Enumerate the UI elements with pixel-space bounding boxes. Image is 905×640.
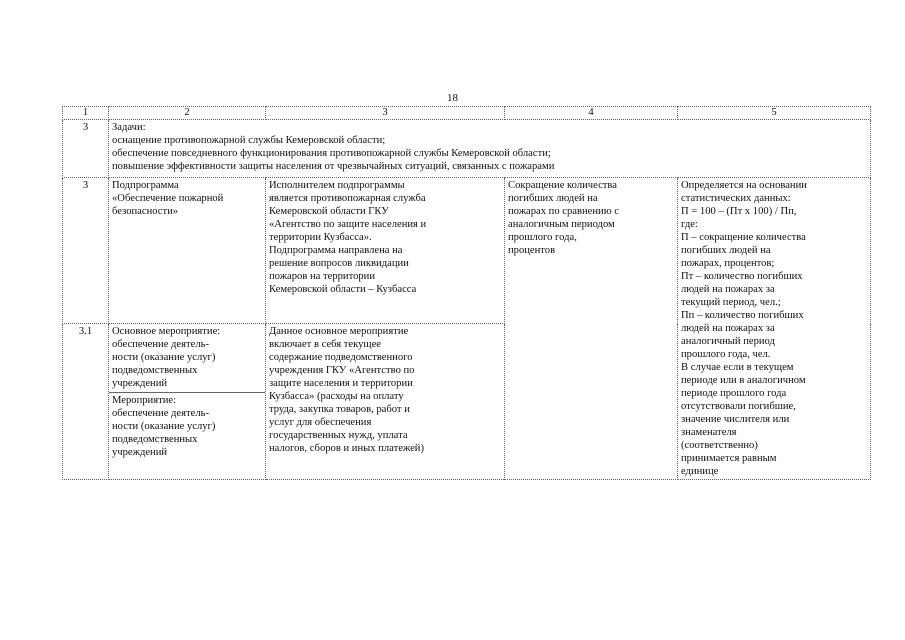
method-line: погибших людей на — [681, 245, 771, 256]
method-line: периоде или в аналогичном — [681, 375, 806, 386]
method-line: П – сокращение количества — [681, 232, 806, 243]
description-line: труда, закупка товаров, работ и — [269, 404, 410, 415]
page-number: 18 — [447, 92, 458, 104]
sub-event-name-line: ности (оказание услуг) — [112, 421, 216, 432]
executor-line: является противопожарная служба — [269, 193, 426, 204]
subprogram-name-line: Подпрограмма — [112, 180, 179, 191]
indicator-line: аналогичным периодом — [508, 219, 615, 230]
main-event-name-line: подведомственных — [112, 365, 198, 376]
main-event-name-line: обеспечение деятель- — [112, 339, 209, 350]
subprogram-name-line: безопасности» — [112, 206, 179, 217]
description-line: налогов, сборов и иных платежей) — [269, 443, 425, 454]
indicator-line: пожарах по сравнению с — [508, 206, 619, 217]
method-line: Пп – количество погибших — [681, 310, 804, 321]
sub-event-name-line: Мероприятие: — [112, 395, 177, 406]
method-line: принимается равным — [681, 453, 777, 464]
executor-line: Кемеровской области ГКУ — [269, 206, 389, 217]
description-line: защите населения и территории — [269, 378, 413, 389]
main-event-name-line: учреждений — [112, 378, 168, 389]
method-line: значение числителя или — [681, 414, 790, 425]
subprogram-executor-cell — [266, 178, 505, 324]
executor-line: Подпрограмма направлена на — [269, 245, 403, 256]
tasks-row — [63, 120, 871, 178]
tasks-row-number: 3 — [63, 120, 109, 178]
subprogram-name-cell — [109, 178, 266, 324]
description-line: включает в себя текущее — [269, 339, 381, 350]
indicator-line: процентов — [508, 245, 556, 256]
executor-line: пожаров на территории — [269, 271, 376, 282]
description-line: государственных нужд, уплата — [269, 430, 408, 441]
main-event-name-line: Основное мероприятие: — [112, 326, 221, 337]
method-formula: П = 100 – (Пт x 100) / Пп, — [681, 206, 797, 217]
method-line: людей на пожарах за — [681, 323, 775, 334]
tasks-heading: Задачи: — [112, 122, 146, 133]
description-line: услуг для обеспечения — [269, 417, 372, 428]
method-line: Пт – количество погибших — [681, 271, 803, 282]
executor-line: решение вопросов ликвидации — [269, 258, 409, 269]
indicator-line: Сокращение количества — [508, 180, 617, 191]
main-event-description-cell — [266, 324, 505, 480]
method-line: пожарах, процентов; — [681, 258, 775, 269]
sub-event-block — [109, 392, 265, 459]
description-line: Данное основное мероприятие — [269, 326, 409, 337]
method-line: (соответственно) — [681, 440, 758, 451]
method-line: В случае если в текущем — [681, 362, 794, 373]
method-line: Определяется на основании — [681, 180, 807, 191]
description-line: содержание подведомственного — [269, 352, 413, 363]
method-line: людей на пожарах за — [681, 284, 775, 295]
main-event-row-number: 3.1 — [63, 324, 109, 480]
program-table — [62, 106, 871, 480]
subprogram-row-number: 3 — [63, 178, 109, 324]
executor-line: территории Кузбасса». — [269, 232, 372, 243]
sub-event-name-line: обеспечение деятель- — [112, 408, 209, 419]
indicator-cell — [505, 178, 678, 480]
method-line: единице — [681, 466, 719, 477]
executor-line: Кемеровской области – Кузбасса — [269, 284, 417, 295]
description-line: Кузбасса» (расходы на оплату — [269, 391, 404, 402]
method-line: знаменателя — [681, 427, 737, 438]
main-event-name-line: ности (оказание услуг) — [112, 352, 216, 363]
tasks-cell — [109, 120, 871, 178]
indicator-line: прошлого года, — [508, 232, 577, 243]
method-line: текущий период, чел.; — [681, 297, 781, 308]
sub-event-name-line: подведомственных — [112, 434, 198, 445]
table-header-row — [63, 107, 871, 120]
method-line: прошлого года, чел. — [681, 349, 771, 360]
calculation-method-cell — [678, 178, 871, 480]
indicator-line: погибших людей на — [508, 193, 598, 204]
method-line: отсутствовали погибшие, — [681, 401, 796, 412]
task-item: обеспечение повседневного функционирования противопожарной службы Кемеровской области; — [112, 148, 551, 159]
executor-line: «Агентство по защите населения и — [269, 219, 427, 230]
executor-line: Исполнителем подпрограммы — [269, 180, 405, 191]
task-item: повышение эффективности защиты населения от чрезвычайных ситуаций, связанных с пожарами — [112, 161, 555, 172]
header-cell-2: 2 — [109, 107, 266, 120]
description-line: учреждения ГКУ «Агентство по — [269, 365, 415, 376]
header-cell-1: 1 — [63, 107, 109, 120]
main-event-name-cell — [109, 324, 266, 480]
method-line: аналогичный период — [681, 336, 775, 347]
subprogram-row — [63, 178, 871, 324]
method-line: статистических данных: — [681, 193, 791, 204]
header-cell-4: 4 — [505, 107, 678, 120]
method-line: периоде прошлого года — [681, 388, 787, 399]
sub-event-name-line: учреждений — [112, 447, 168, 458]
header-cell-3: 3 — [266, 107, 505, 120]
task-item: оснащение противопожарной службы Кемеровской области; — [112, 135, 386, 146]
header-cell-5: 5 — [678, 107, 871, 120]
subprogram-name-line: «Обеспечение пожарной — [112, 193, 224, 204]
method-line: где: — [681, 219, 698, 230]
